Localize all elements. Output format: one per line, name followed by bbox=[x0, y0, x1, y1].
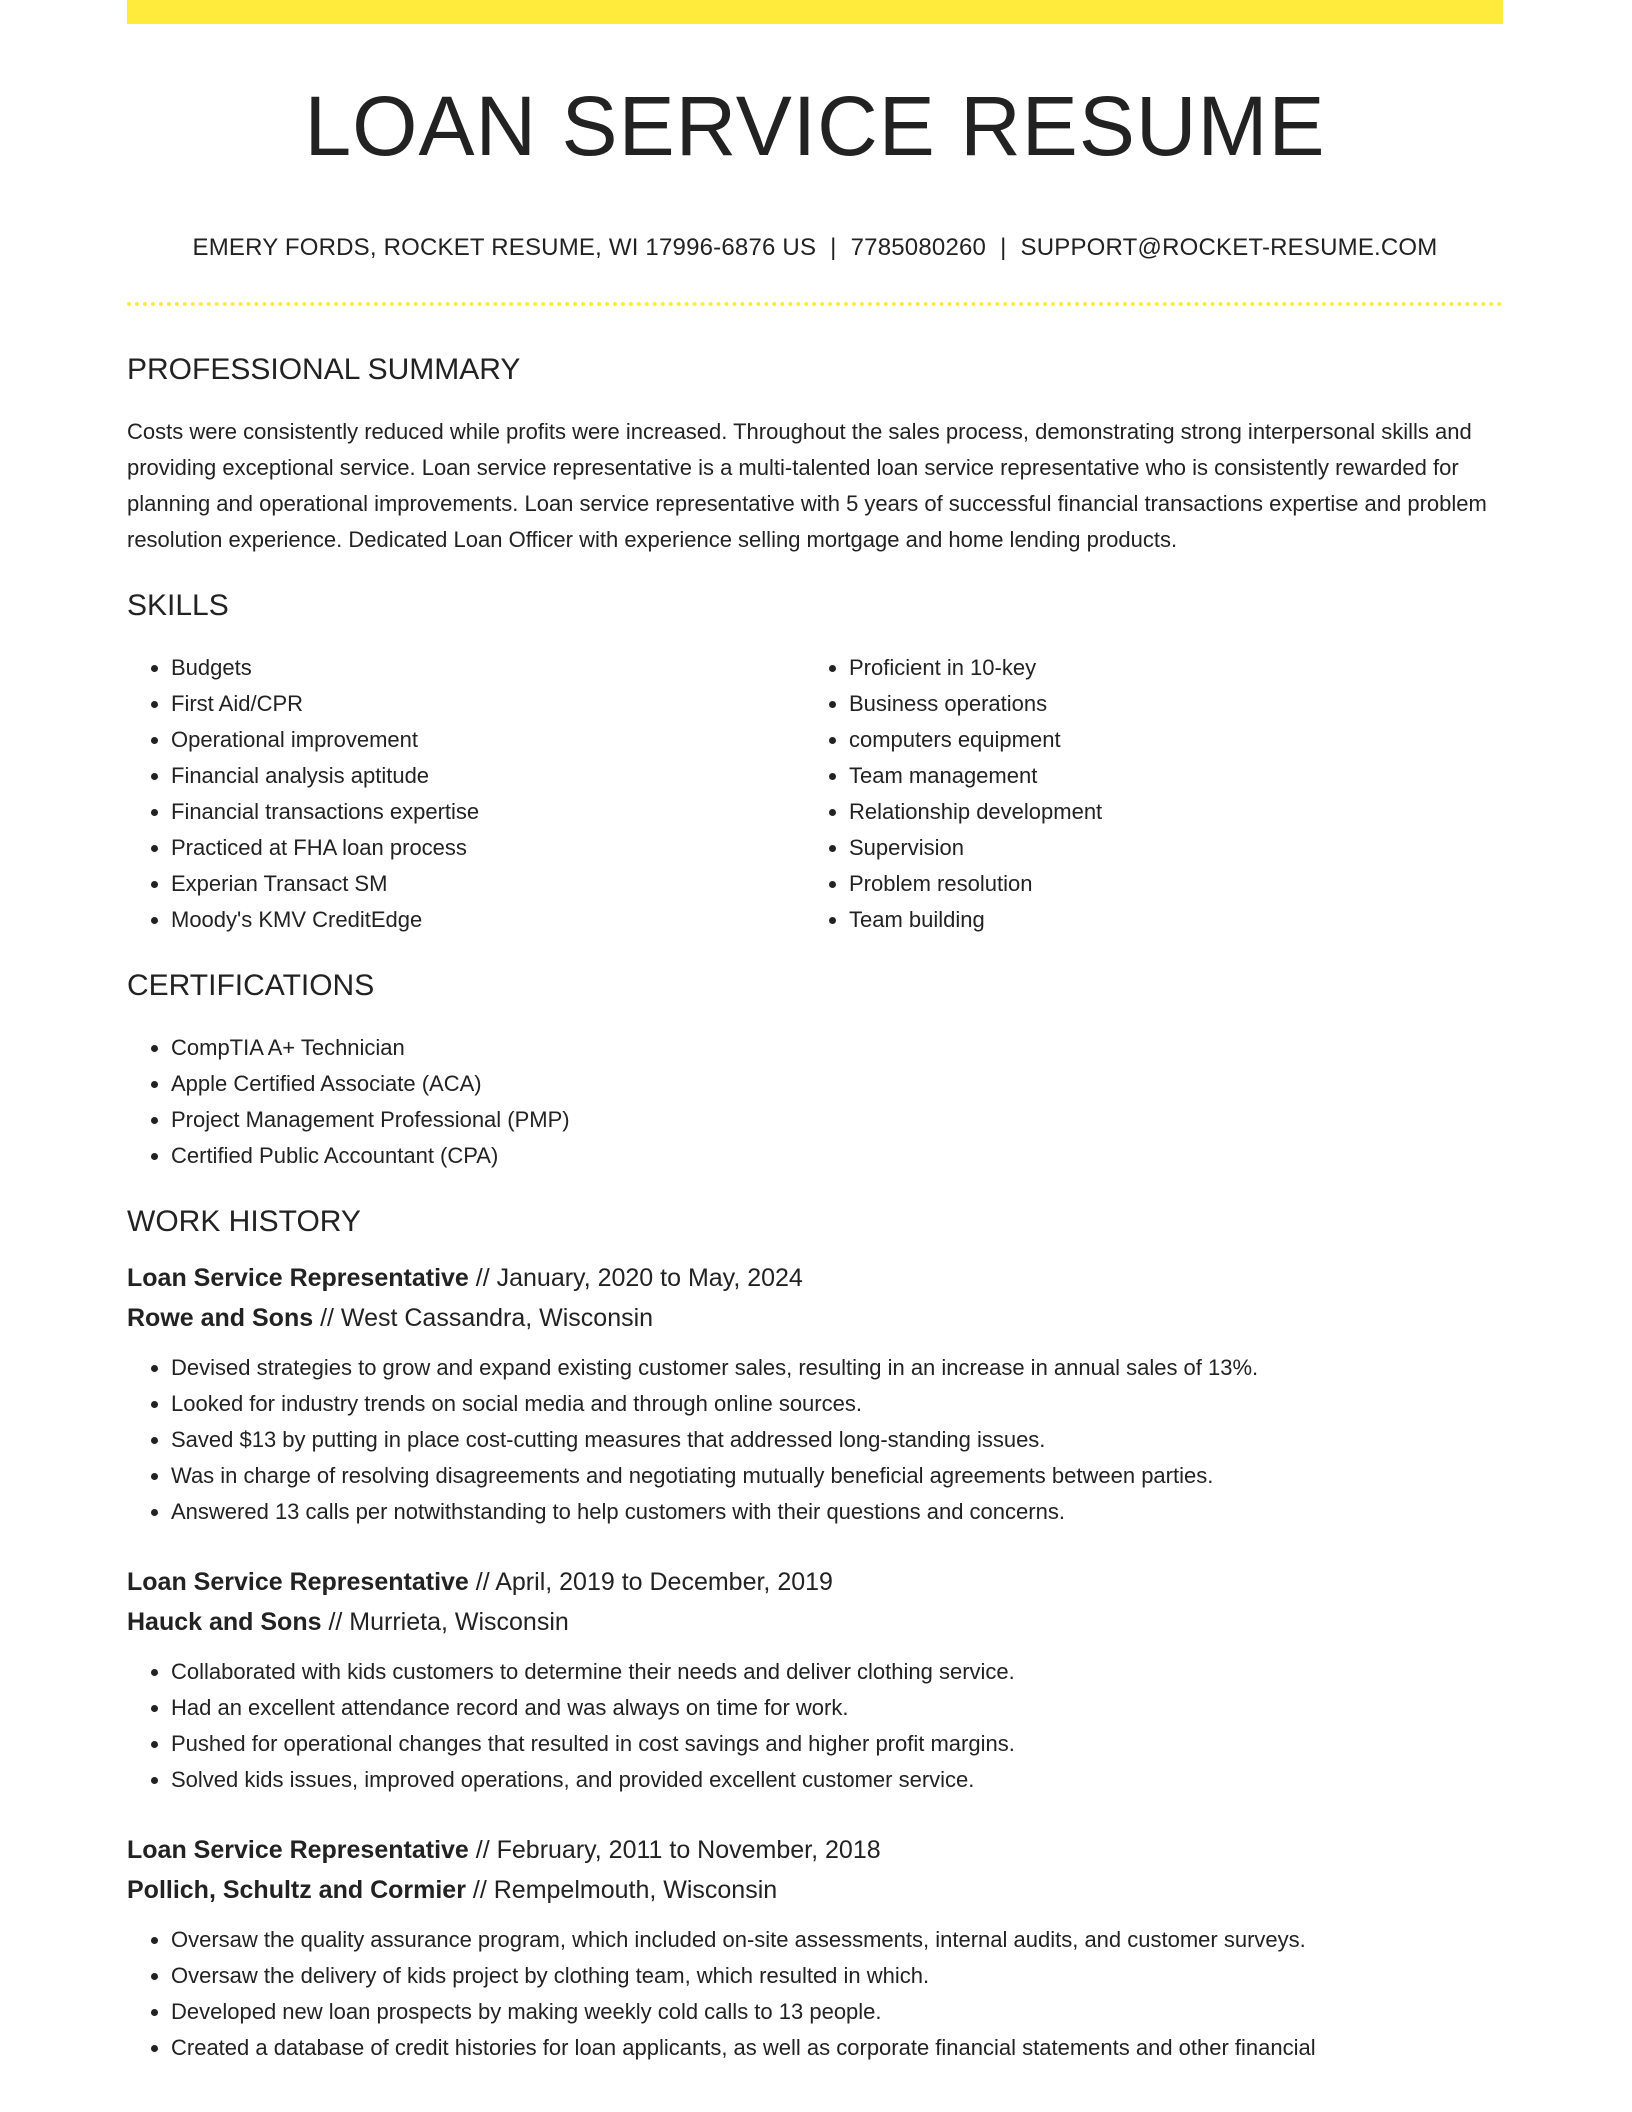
job-dates: // February, 2011 to November, 2018 bbox=[468, 1836, 881, 1864]
skill-item: • Operational improvement bbox=[171, 722, 805, 758]
job-title-line bbox=[127, 1562, 1503, 1602]
skill-item: • Practiced at FHA loan process bbox=[171, 830, 805, 866]
job-bullets bbox=[127, 1654, 1503, 1798]
job-bullet: • Oversaw the quality assurance program, which included on-site assessments, internal audits, and customer surveys. bbox=[171, 1922, 1503, 1958]
job-bullets bbox=[127, 1350, 1503, 1530]
job-title-line bbox=[127, 1830, 1503, 1870]
job-entry bbox=[127, 1562, 1503, 1798]
certification-item: • Project Management Professional (PMP) bbox=[171, 1102, 1503, 1138]
job-bullet: • Developed new loan prospects by making weekly cold calls to 13 people. bbox=[171, 1994, 1503, 2030]
skill-item: • Experian Transact SM bbox=[171, 866, 805, 902]
job-title: Loan Service Representative bbox=[127, 1264, 469, 1292]
job-company: Pollich, Schultz and Cormier bbox=[127, 1876, 466, 1904]
skill-item: • Supervision bbox=[849, 830, 1483, 866]
job-title: Loan Service Representative bbox=[127, 1836, 469, 1864]
job-bullet: • Created a database of credit histories for loan applicants, as well as corporate financial statements and other financial bbox=[171, 2030, 1503, 2066]
section-heading-certifications: CERTIFICATIONS bbox=[127, 969, 375, 1002]
skill-item: • Team management bbox=[849, 758, 1483, 794]
job-bullet: • Had an excellent attendance record and was always on time for work. bbox=[171, 1690, 1503, 1726]
resume-page bbox=[127, 0, 1503, 2066]
job-bullets bbox=[127, 1922, 1503, 2066]
job-dates: // April, 2019 to December, 2019 bbox=[468, 1568, 833, 1596]
work-history-section bbox=[127, 1204, 1503, 2066]
certification-item: • CompTIA A+ Technician bbox=[171, 1030, 1503, 1066]
section-heading-work-history: WORK HISTORY bbox=[127, 1205, 361, 1238]
summary-text: Costs were consistently reduced while profits were increased. Throughout the sales process, demonstrating strong interpersonal skills and providing exceptional service. Loan service representative is a multi-talented loan service representative who is consistently rewarded for planning and operational improvements. Loan service representative with 5 years of successful financial transactions expertise and problem resolution experience. Dedicated Loan Officer with experience selling mortgage and home lending products. bbox=[127, 419, 1487, 552]
job-company-line bbox=[127, 1870, 1503, 1910]
skill-item: • Moody's KMV CreditEdge bbox=[171, 902, 805, 938]
job-company: Hauck and Sons bbox=[127, 1608, 322, 1636]
job-bullet: • Saved $13 by putting in place cost-cutting measures that addressed long-standing issues. bbox=[171, 1422, 1503, 1458]
certification-item: • Certified Public Accountant (CPA) bbox=[171, 1138, 1503, 1174]
contact-separator: | bbox=[830, 234, 837, 261]
skills-grid bbox=[127, 650, 1503, 938]
job-entry bbox=[127, 1258, 1503, 1530]
certifications-section bbox=[127, 968, 1503, 1174]
job-bullet: • Devised strategies to grow and expand existing customer sales, resulting in an increase in annual sales of 13%. bbox=[171, 1350, 1503, 1386]
skill-item: • Proficient in 10-key bbox=[849, 650, 1483, 686]
job-entry bbox=[127, 1830, 1503, 2066]
summary-section bbox=[127, 352, 1503, 558]
contact-address: EMERY FORDS, ROCKET RESUME, WI 17996-6876 US bbox=[192, 234, 817, 261]
job-bullet: • Oversaw the delivery of kids project by clothing team, which resulted in which. bbox=[171, 1958, 1503, 1994]
job-title-line bbox=[127, 1258, 1503, 1298]
contact-separator: | bbox=[1000, 234, 1007, 261]
job-bullet: • Collaborated with kids customers to determine their needs and deliver clothing service. bbox=[171, 1654, 1503, 1690]
job-title: Loan Service Representative bbox=[127, 1568, 469, 1596]
certification-item: • Apple Certified Associate (ACA) bbox=[171, 1066, 1503, 1102]
section-heading-summary: PROFESSIONAL SUMMARY bbox=[127, 353, 521, 386]
skill-item: • Budgets bbox=[171, 650, 805, 686]
skill-item: • Financial analysis aptitude bbox=[171, 758, 805, 794]
job-location: // West Cassandra, Wisconsin bbox=[313, 1304, 654, 1332]
skill-item: • computers equipment bbox=[849, 722, 1483, 758]
skill-item: • Business operations bbox=[849, 686, 1483, 722]
skill-item: • Problem resolution bbox=[849, 866, 1483, 902]
job-company: Rowe and Sons bbox=[127, 1304, 314, 1332]
skills-list-right bbox=[805, 650, 1483, 938]
contact-email: SUPPORT@ROCKET-RESUME.COM bbox=[1020, 234, 1438, 261]
skills-section bbox=[127, 588, 1503, 938]
contact-phone: 7785080260 bbox=[850, 234, 987, 261]
job-bullet: • Solved kids issues, improved operations, and provided excellent customer service. bbox=[171, 1762, 1503, 1798]
contact-line bbox=[127, 234, 1503, 262]
job-bullet: • Was in charge of resolving disagreements and negotiating mutually beneficial agreements between parties. bbox=[171, 1458, 1503, 1494]
section-heading-skills: SKILLS bbox=[127, 589, 229, 622]
job-bullet: • Answered 13 calls per notwithstanding to help customers with their questions and concerns. bbox=[171, 1494, 1503, 1530]
job-bullet: • Looked for industry trends on social media and through online sources. bbox=[171, 1386, 1503, 1422]
dotted-divider bbox=[127, 302, 1503, 306]
job-company-line bbox=[127, 1602, 1503, 1642]
job-company-line bbox=[127, 1298, 1503, 1338]
resume-title: LOAN SERVICE RESUME bbox=[304, 79, 1326, 173]
job-location: // Murrieta, Wisconsin bbox=[321, 1608, 569, 1636]
job-dates: // January, 2020 to May, 2024 bbox=[468, 1264, 803, 1292]
skill-item: • Financial transactions expertise bbox=[171, 794, 805, 830]
job-location: // Rempelmouth, Wisconsin bbox=[465, 1876, 778, 1904]
skill-item: • First Aid/CPR bbox=[171, 686, 805, 722]
skill-item: • Team building bbox=[849, 902, 1483, 938]
skill-item: • Relationship development bbox=[849, 794, 1483, 830]
skills-list-left bbox=[127, 650, 805, 938]
accent-top-bar bbox=[127, 0, 1503, 24]
certifications-list bbox=[127, 1030, 1503, 1174]
job-bullet: • Pushed for operational changes that resulted in cost savings and higher profit margins. bbox=[171, 1726, 1503, 1762]
